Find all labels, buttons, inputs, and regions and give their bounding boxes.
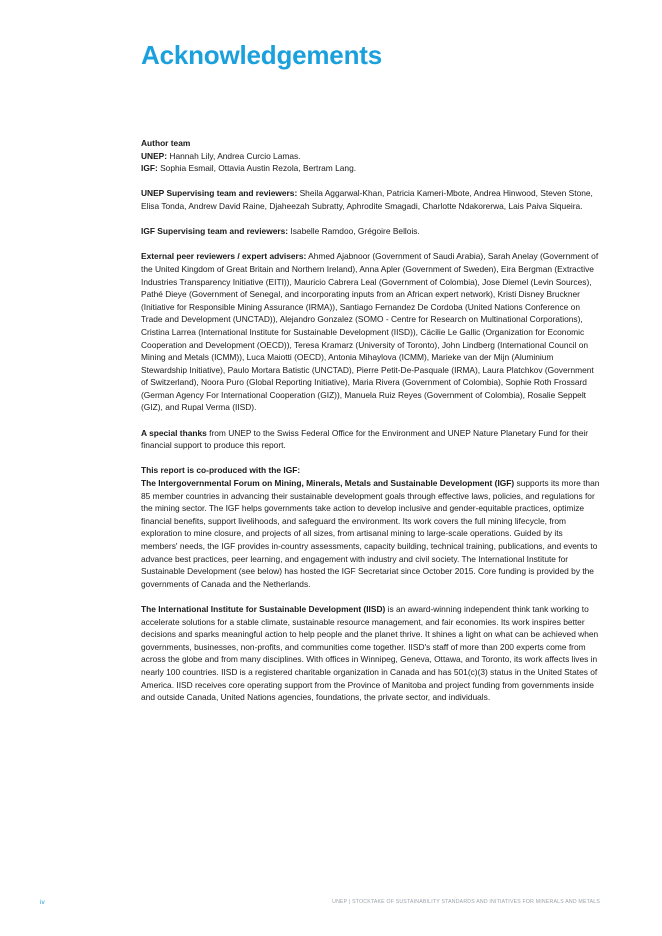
author-team-heading: Author team [141,138,191,148]
igf-section [141,464,601,590]
author-team-section [141,137,601,175]
iisd-name: The International Institute for Sustainable Development (IISD) [141,603,386,614]
igf-name: The Intergovernmental Forum on Mining, Minerals, Metals and Sustainable Development (IGF) [141,478,515,489]
external-reviewers-section [141,250,601,414]
acknowledgements-body [141,137,601,716]
igf-supervising-label: IGF Supervising team and reviewers: [141,226,289,237]
external-reviewers-label: External peer reviewers / expert advisers: [141,251,307,262]
iisd-section [141,603,601,704]
igf-description: supports its more than 85 member countries in advancing their sustainable development goals through effective laws, policies, and regulations for the mining sector. The IGF helps governments take action to develop inclusive and gender-equitable practices, optimize financial benefits, support livelihoods, and safeguard the environment. Its work covers the full mining lifecycle, from exploration to mine closure, and projects of all sizes, from artisanal mining to large-scale operations. Guided by its members' needs, the IGF provides in-country assessments, capacity building, technical training, publications, and events to advance best practices, peer learning, and engagement with industry and civil society. The International Institute for Sustainable Development (see below) has hosted the IGF Secretariat since October 2015. Core funding is provided by the governments of Canada and the Netherlands. [141,478,600,589]
coproduced-heading: This report is co-produced with the IGF: [141,465,301,476]
igf-label: IGF: [141,163,158,174]
page-number: iv [40,899,45,906]
special-thanks-label: A special thanks [141,427,207,438]
unep-label: UNEP: [141,150,168,161]
iisd-description: is an award-winning independent think tank working to accelerate solutions for a stable climate, sustainable resource management, and fair economies. Its work inspires better decisions and sparks meaningful action to help people and the planet thrive. It shines a light on what can be achieved when governments, businesses, non-profits, and communities come together. IISD's staff of more than 200 experts come from across the globe and from many disciplines. With offices in Winnipeg, Geneva, Ottawa, and Toronto, its work affects lives in nearly 100 countries. IISD is a registered charitable organization in Canada and has 501(c)(3) status in the United States of America. IISD receives core operating support from the Province of Manitoba and project funding from governments inside and outside Canada, United Nations agencies, foundations, the private sector, and individuals. [141,603,599,703]
special-thanks-section [141,427,601,452]
unep-authors: Hannah Lily, Andrea Curcio Lamas. [167,150,301,161]
igf-authors: Sophia Esmail, Ottavia Austin Rezola, Bertram Lang. [157,163,357,174]
igf-supervising-names: Isabelle Ramdoo, Grégoire Bellois. [288,226,420,237]
unep-supervising-section [141,187,601,212]
page-title: Acknowledgements [141,40,382,70]
unep-supervising-label: UNEP Supervising team and reviewers: [141,188,298,199]
igf-supervising-section [141,225,601,238]
footer-report-title: UNEP | STOCKTAKE OF SUSTAINABILITY STANDARDS AND INITIATIVES FOR MINERALS AND METALS [332,899,600,905]
special-thanks-text: from UNEP to the Swiss Federal Office for the Environment and UNEP Nature Planetary Fund for their financial support to produce this report. [141,427,589,451]
unep-supervising-names: Sheila Aggarwal-Khan, Patricia Kameri-Mbote, Andrea Hinwood, Steven Stone, Elisa Tonda, Andrew David Raine, Djaheezah Subratty, Aphrodite Smagadi, Charlotte Ndakorerwa, Lais Paiva Siqueira. [141,188,593,211]
external-reviewers-names: Ahmed Ajabnoor (Government of Saudi Arabia), Sarah Anelay (Government of the United Kingdom of Great Britain and Northern Ireland), Anna Apler (Government of Sweden), Eira Bergman (Extractive Industries Transparency Initiative (EITI)), Mauricio Cabrera Leal (Government of Colombia), Jose Diemel (Levin Sources), Pathé Dieye (Government of Senegal, and incorporating inputs from an African expert network), Kristi Disney Bruckner (Initiative for Responsible Mining Assurance (IRMA)), Santiago Fernandez De Cordoba (United Nations Conference on Trade and Development (UNCTAD)), Alejandro Gonzalez (SOMO - Centre for Research on Multinational Corporations), Cristina Larrea (International Institute for Sustainable Development (IISD)), Cäcilie Le Gallic (Organization for Economic Cooperation and Development (OECD)), Teresa Kramarz (University of Toronto), John Lindberg (International Council on Mining and Metals (ICMM)), Luca Maiotti (OECD), Antonia Mihaylova (ICMM), Marieke van der Mijn (Aluminium Stewardship Initiative), Paulo Mortara Batistic (UNCTAD), Pierre Petit-De-Pasquale (IRMA), Laura Platchkov (Government of Switzerland), Noora Puro (Global Reporting Initiative), Maria Rivera (Government of Colombia), Sophie Roth Frossard (German Agency For International Cooperation (GIZ)), Manuela Ruiz Reyes (Government of Colombia), Rosalie Seppelt (GIZ), and Rupal Verma (IISD). [141,251,599,413]
